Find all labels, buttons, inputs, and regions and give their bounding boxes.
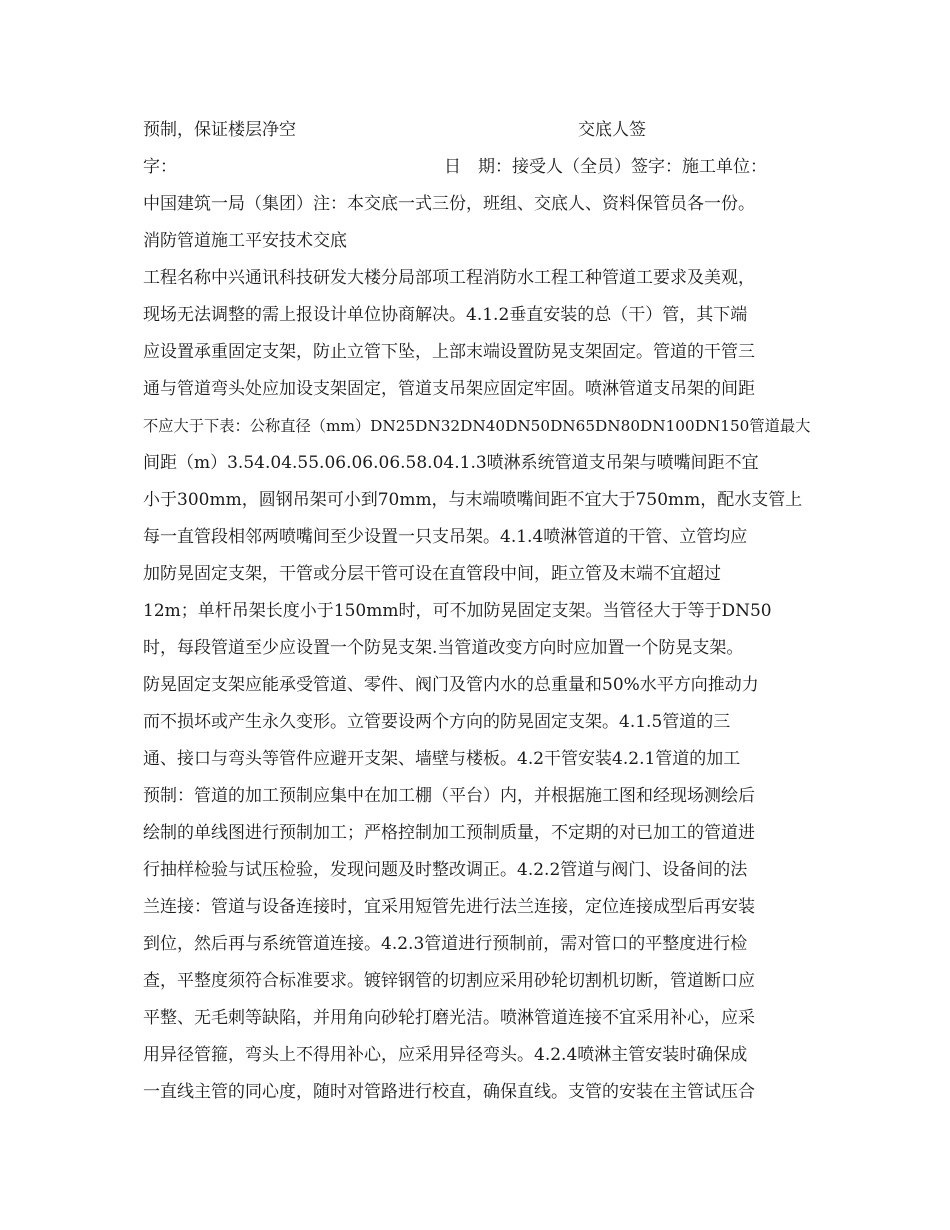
- text-line-19: 预制：管道的加工预制应集中在加工棚（平台）内，并根据施工图和经现场测绘后: [143, 786, 755, 806]
- text-line-23: 到位，然后再与系统管道连接。4.2.3管道进行预制前，需对管口的平整度进行检: [143, 934, 748, 954]
- text-line-15: 时，每段管道至少应设置一个防晃支架.当管道改变方向时应加置一个防晃支架。: [143, 638, 744, 658]
- text-line-27: 一直线主管的同心度，随时对管路进行校直，确保直线。支管的安装在主管试压合: [143, 1082, 755, 1102]
- text-line-11: 小于300mm，圆钢吊架可小到70mm，与末端喷嘴间距不宜大于750mm，配水支管上: [143, 490, 803, 510]
- text-line-10: 间距（m）3.54.04.55.06.06.06.58.04.1.3喷淋系统管道支吊架与喷嘴间距不宜: [143, 453, 759, 473]
- text-line-13: 加防晃固定支架，干管或分层干管可设在直管段中间，距立管及末端不宜超过: [143, 564, 721, 584]
- text-line-24: 查，平整度须符合标准要求。镀锌钢管的切割应采用砂轮切割机切断，管道断口应: [143, 971, 755, 991]
- text-line-17: 而不损坏或产生永久变形。立管要设两个方向的防晃固定支架。4.1.5管道的三: [143, 712, 731, 732]
- text-line-16: 防晃固定支架应能承受管道、零件、阀门及管内水的总重量和50%水平方向推动力: [143, 675, 759, 695]
- text-segment-sign-char: 字：: [143, 157, 177, 177]
- text-segment-signer: 交底人签: [578, 120, 646, 140]
- text-line-20: 绘制的单线图进行预制加工；严格控制加工预制质量，不定期的对已加工的管道进: [143, 823, 755, 843]
- text-line-22: 兰连接：管道与设备连接时，宜采用短管先进行法兰连接，定位连接成型后再安装: [143, 897, 755, 917]
- text-line-25: 平整、无毛刺等缺陷，并用角向砂轮打磨光洁。喷淋管道连接不宜采用补心，应采: [143, 1008, 755, 1028]
- text-line-21: 行抽样检验与试压检验，发现问题及时整改调正。4.2.2管道与阀门、设备间的法: [143, 860, 748, 880]
- text-line-6: 现场无法调整的需上报设计单位协商解决。4.1.2垂直安装的总（干）管，其下端: [143, 305, 748, 325]
- text-line-9: 不应大于下表：公称直径（mm）DN25DN32DN40DN50DN65DN80DN100DN150管道最大: [143, 417, 811, 435]
- text-line-18: 通、接口与弯头等管件应避开支架、墙壁与楼板。4.2干管安装4.2.1管道的加工: [143, 749, 741, 769]
- text-line-5: 工程名称中兴通讯科技研发大楼分局部项工程消防水工程工种管道工要求及美观，: [143, 268, 755, 288]
- text-line-26: 用异径管箍，弯头上不得用补心，应采用异径弯头。4.2.4喷淋主管安装时确保成: [143, 1045, 748, 1065]
- text-line-7: 应设置承重固定支架，防止立管下坠，上部末端设置防晃支架固定。管道的干管三: [143, 342, 755, 362]
- document-title: 消防管道施工平安技术交底: [143, 231, 347, 251]
- text-segment-prefab: 预制，保证楼层净空: [143, 120, 296, 140]
- text-line-3: 中国建筑一局（集团）注：本交底一式三份，班组、交底人、资料保管员各一份。: [143, 194, 755, 214]
- text-line-14: 12m；单杆吊架长度小于150mm时，可不加防晃固定支架。当管径大于等于DN50: [143, 601, 772, 621]
- text-line-8: 通与管道弯头处应加设支架固定，管道支吊架应固定牢固。喷淋管道支吊架的间距: [143, 379, 755, 399]
- text-line-12: 每一直管段相邻两喷嘴间至少设置一只支吊架。4.1.4喷淋管道的干管、立管均应: [143, 527, 748, 547]
- text-segment-date-receiver: 日 期：接受人（全员）签字：施工单位：: [444, 157, 767, 177]
